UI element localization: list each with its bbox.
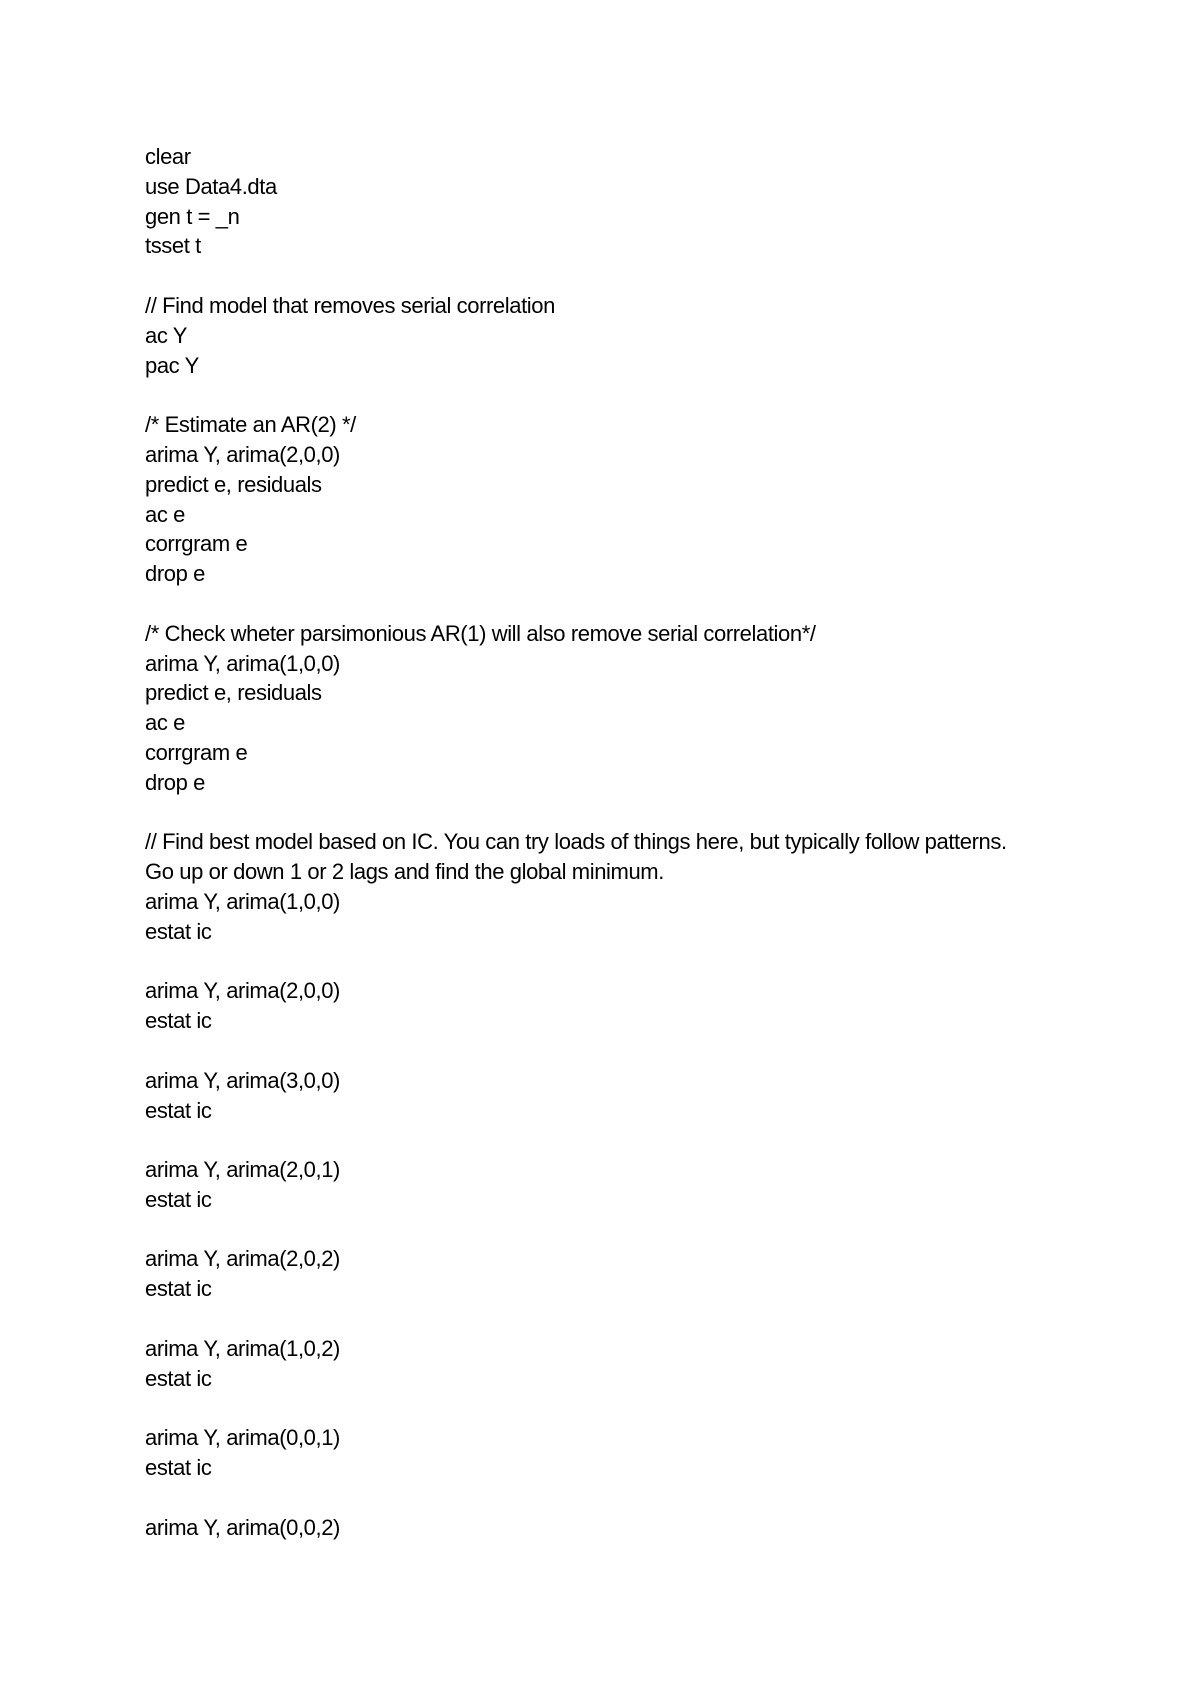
comment-line: /* Estimate an AR(2) */ [145,412,356,438]
code-line: pac Y [145,352,199,378]
code-line: estat ic [145,1276,212,1302]
code-line: corrgram e [145,531,248,557]
code-line: arima Y, arima(1,0,0) [145,650,340,676]
blank-line [145,261,1105,291]
code-line: arima Y, arima(0,0,2) [145,1514,340,1540]
code-line: arima Y, arima(3,0,0) [145,1067,340,1093]
code-line: corrgram e [145,739,248,765]
code-listing [145,142,1105,1542]
blank-line [145,1304,1105,1334]
code-line: use Data4.dta [145,173,277,199]
code-line: predict e, residuals [145,471,322,497]
code-line: ac e [145,501,185,527]
comment-line: // Find best model based on IC. You can try loads of things here, but typically follow patterns. [145,829,1007,855]
code-line: tsset t [145,233,201,259]
blank-line [145,1215,1105,1245]
code-line: estat ic [145,1455,212,1481]
code-line: drop e [145,769,205,795]
blank-line [145,798,1105,828]
comment-line: Go up or down 1 or 2 lags and find the global minimum. [145,859,664,885]
code-line: arima Y, arima(2,0,1) [145,1157,340,1183]
blank-line [145,1483,1105,1513]
code-line: estat ic [145,1008,212,1034]
blank-line [145,1393,1105,1423]
code-line: predict e, residuals [145,680,322,706]
code-line: arima Y, arima(2,0,2) [145,1246,340,1272]
code-line: arima Y, arima(1,0,0) [145,888,340,914]
code-line: arima Y, arima(2,0,0) [145,441,340,467]
code-line: estat ic [145,1365,212,1391]
blank-line [145,380,1105,410]
comment-line: // Find model that removes serial correlation [145,292,555,318]
code-line: ac e [145,710,185,736]
blank-line [145,1036,1105,1066]
code-line: ac Y [145,322,188,348]
code-line: drop e [145,561,205,587]
code-line: estat ic [145,1097,212,1123]
code-line: arima Y, arima(2,0,0) [145,978,340,1004]
code-line: clear [145,144,191,169]
code-line: gen t = _n [145,203,240,229]
comment-line: /* Check wheter parsimonious AR(1) will also remove serial correlation*/ [145,620,816,646]
blank-line [145,1125,1105,1155]
code-line: arima Y, arima(0,0,1) [145,1425,340,1451]
blank-line [145,947,1105,977]
code-line: estat ic [145,918,212,944]
code-line: arima Y, arima(1,0,2) [145,1335,340,1361]
code-line: estat ic [145,1186,212,1212]
blank-line [145,589,1105,619]
